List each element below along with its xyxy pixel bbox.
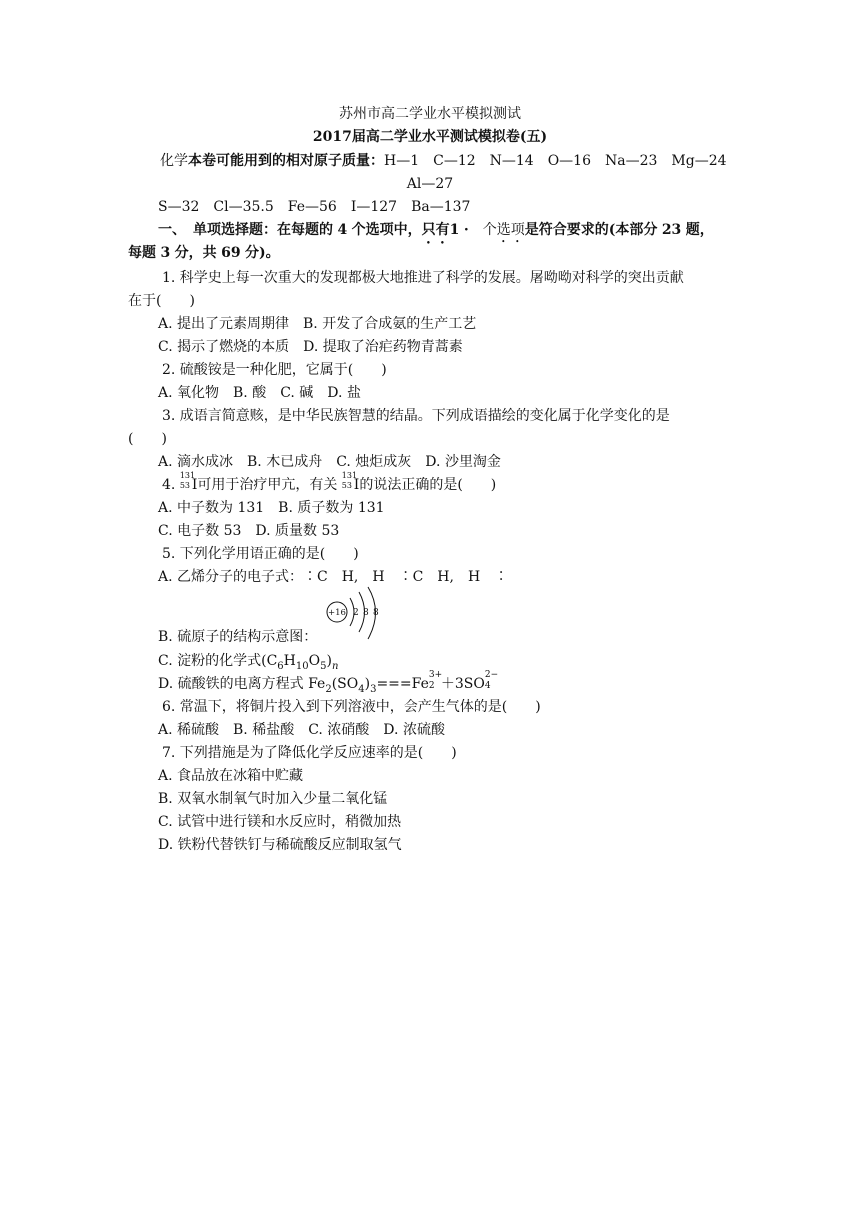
section-head-c: 是符合要求的(本部分: [524, 222, 658, 238]
q5-d-plus: ＋3SO: [440, 676, 485, 692]
sulfur-atom-diagram: [326, 584, 390, 642]
q5-option-d: [158, 670, 499, 695]
ethylene-electron-formula: ∶C H, H ∶C H, H ∶: [303, 569, 509, 585]
sulfate-count: 4: [484, 681, 491, 691]
nuclide-atomic-1: 53: [179, 481, 190, 490]
q5-option-c: [158, 651, 338, 671]
q1-stem-line-2: 在于( ): [128, 293, 195, 309]
subtitle-rest: 届高二学业水平测试模拟卷(五): [351, 129, 548, 145]
nuclide-atomic-2: 53: [341, 481, 352, 490]
q5-d-paren: ): [364, 676, 371, 692]
section-num4: 4: [337, 222, 348, 238]
section-ge: 个: [482, 222, 497, 238]
q1-options-cd: C. 揭示了燃烧的本质 D. 提取了治疟药物青蒿素: [158, 339, 463, 355]
atomic-mass-line-2: Al—27: [406, 176, 454, 192]
atomic-mass-line-1: [160, 151, 727, 171]
section-num69: 69: [221, 245, 241, 261]
q5-c-sub-n: n: [331, 660, 339, 672]
q5-c-sub-10: 10: [295, 660, 309, 672]
exam-title: 苏州市高二学业水平模拟测试: [339, 106, 521, 122]
q7-option-a: A. 食品放在冰箱中贮藏: [158, 768, 304, 784]
fe-ion-scripts: [428, 670, 443, 691]
q4-options-ab: A. 中子数为 131 B. 质子数为 131: [158, 500, 385, 516]
shell-electrons-1: 2: [353, 608, 359, 618]
fe-count: 2: [428, 681, 435, 691]
q5-d-eq: ===Fe: [376, 676, 429, 692]
nuclide-mass-1: 131: [179, 471, 196, 480]
shell-electrons-2: 8: [363, 608, 369, 618]
section-xuanxiang: 选项: [496, 222, 525, 238]
q4-stem: [162, 471, 497, 495]
section-only: 只有: [421, 222, 450, 238]
section-head-b: 个选项中，: [351, 222, 422, 238]
q2-options: A. 氧化物 B. 酸 C. 碱 D. 盐: [158, 385, 361, 401]
q3-options: A. 滴水成冰 B. 木已成舟 C. 烛炬成灰 D. 沙里淘金: [158, 454, 501, 470]
section-num3: 3: [160, 245, 171, 261]
q1-options-ab: A. 提出了元素周期律 B. 开发了合成氨的生产工艺: [158, 316, 477, 332]
nuclide-element-1: I: [191, 477, 198, 493]
exam-subtitle: [0, 127, 860, 147]
q2-stem: 2. 硫酸铵是一种化肥，它属于( ): [162, 362, 387, 378]
q5-c-o: O: [308, 653, 321, 669]
section-heading-line-2: [128, 243, 280, 263]
nuclide-symbol-1: [179, 471, 196, 491]
q5-c-text: C. 淀粉的化学式(C: [158, 653, 278, 669]
section-sep: ·: [463, 222, 469, 238]
nuclide-symbol-2: [341, 471, 358, 491]
section-one: 1: [449, 222, 460, 238]
q3-stem-line-2: ( ): [128, 431, 167, 447]
q6-options: A. 稀硫酸 B. 稀盐酸 C. 浓硝酸 D. 浓硫酸: [158, 722, 445, 738]
q5-stem: 5. 下列化学用语正确的是( ): [162, 546, 359, 562]
q5-option-a-label: A. 乙烯分子的电子式：: [158, 569, 304, 585]
q4-stem-end: 的说法正确的是( ): [359, 477, 497, 493]
mass-prefix-normal: 化学: [160, 153, 188, 169]
q7-option-d: D. 铁粉代替铁钉与稀硫酸反应制取氢气: [158, 837, 402, 853]
q7-stem: 7. 下列措施是为了降低化学反应速率的是( ): [162, 745, 457, 761]
section-line2-b: 分，共: [174, 245, 217, 261]
q4-options-cd: C. 电子数 53 D. 质量数 53: [158, 523, 340, 539]
q5-d-sub-3: 3: [370, 683, 377, 695]
sulfate-charge: 2−: [484, 670, 499, 680]
q4-number: 4.: [162, 477, 176, 493]
nuclide-element-2: I: [353, 477, 360, 493]
q4-stem-mid: 可用于治疗甲亢，有关: [197, 477, 338, 493]
atomic-mass-line-3: S—32 Cl—35.5 Fe—56 I—127 Ba—137: [158, 199, 471, 215]
nucleus-charge: +16: [328, 608, 346, 618]
fe-charge: 3+: [428, 670, 443, 680]
subtitle-year: 2017: [312, 129, 352, 145]
mass-prefix-bold: 本卷可能用到的相对原子质量：: [188, 153, 384, 169]
shell-electrons-3: 8: [373, 608, 379, 618]
q7-option-c: C. 试管中进行镁和水反应时，稍微加热: [158, 814, 402, 830]
q5-option-b: B. 硫原子的结构示意图：: [158, 629, 318, 645]
q5-d-so: (SO: [331, 676, 359, 692]
section-num23: 23: [661, 222, 682, 238]
q5-c-sub-6: 6: [277, 660, 284, 672]
q5-d-sub-4: 4: [358, 683, 365, 695]
q5-d-text: D. 硫酸铁的电离方程式 Fe: [158, 676, 326, 692]
q7-option-b: B. 双氧水制氧气时加入少量二氧化锰: [158, 791, 388, 807]
q6-stem: 6. 常温下，将铜片投入到下列溶液中，会产生气体的是( ): [162, 699, 541, 715]
q5-c-sub-5: 5: [320, 660, 327, 672]
section-line2-a: 每题: [128, 245, 156, 261]
section-head-d: 题，: [685, 222, 714, 238]
sulfate-ion-scripts: [484, 670, 499, 691]
section-line2-c: 分)。: [245, 245, 280, 261]
q5-c-h: H: [283, 653, 296, 669]
nuclide-mass-2: 131: [341, 471, 358, 480]
q3-stem-line-1: 3. 成语言简意赅，是中华民族智慧的结晶。下列成语描绘的变化属于化学变化的是: [162, 408, 670, 424]
mass-values-1: H—1 C—12 N—14 O—16 Na—23 Mg—24: [384, 153, 727, 169]
section-head-a: 一、 单项选择题：在每题的: [158, 222, 333, 238]
q5-c-close: ): [326, 653, 332, 669]
q5-d-sub-2: 2: [325, 683, 332, 695]
q1-stem-line-1: 1. 科学史上每一次重大的发现都极大地推进了科学的发展。屠呦呦对科学的突出贡献: [162, 270, 684, 286]
